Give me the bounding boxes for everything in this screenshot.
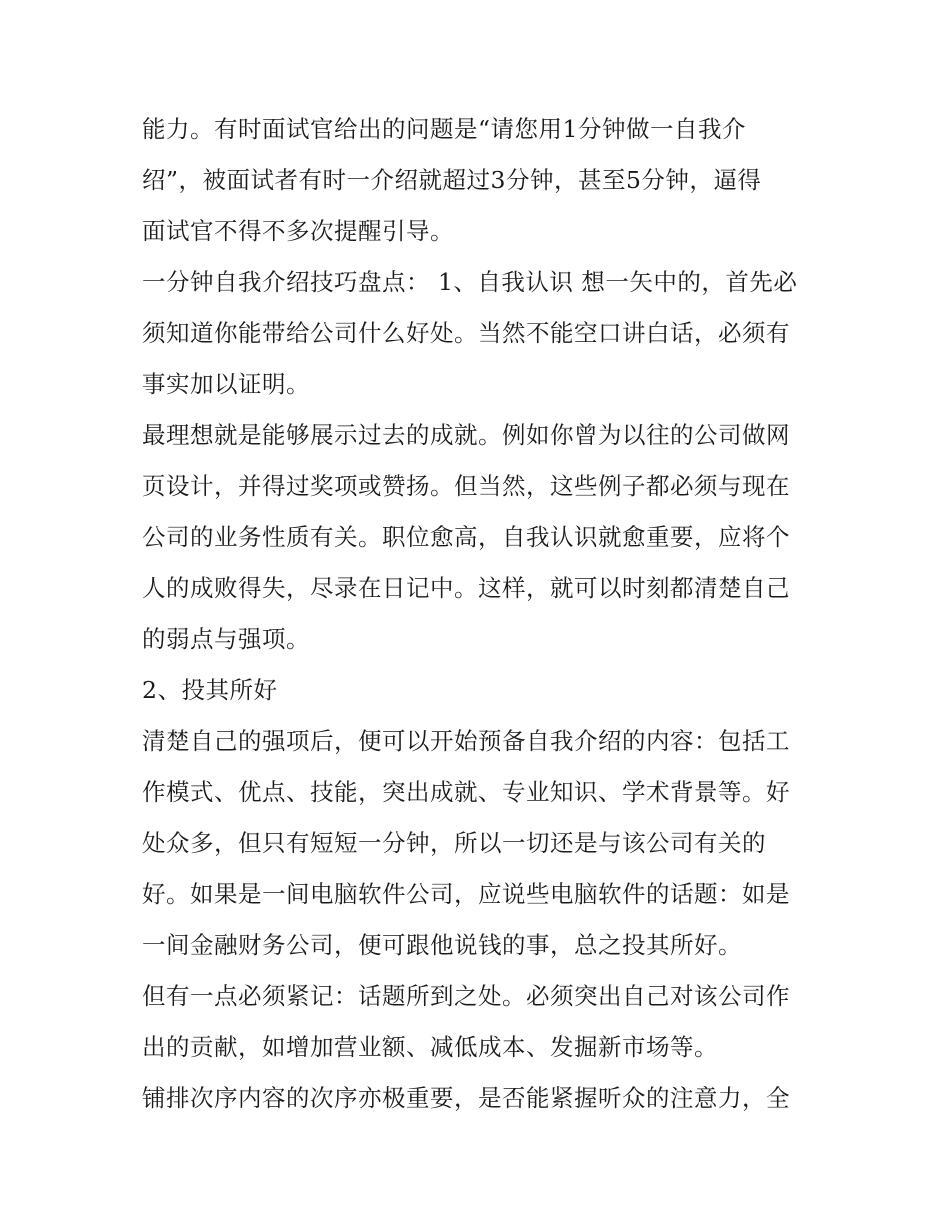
text-line: 但有一点必须紧记：话题所到之处。必须突出自己对该公司作 bbox=[142, 982, 790, 1010]
text-line: 页设计，并得过奖项或赞扬。但当然，这些例子都必须与现在 bbox=[142, 472, 790, 500]
document-body bbox=[142, 104, 822, 1124]
text-line: 公司的业务性质有关。职位愈高，自我认识就愈重要，应将个 bbox=[142, 523, 790, 551]
text-line: 须知道你能带给公司什么好处。当然不能空口讲白话，必须有 bbox=[142, 319, 790, 347]
text-line: 出的贡献，如增加营业额、减低成本、发掘新市场等。 bbox=[142, 1033, 718, 1061]
text-line: 清楚自己的强项后，便可以开始预备自我介绍的内容：包括工 bbox=[142, 727, 790, 755]
text-line: 绍”，被面试者有时一介绍就超过3分钟，甚至5分钟，逼得 bbox=[142, 166, 762, 194]
text-line: 的弱点与强项。 bbox=[142, 625, 310, 653]
text-line: 一分钟自我介绍技巧盘点： 1、自我认识 想一矢中的，首先必 bbox=[142, 268, 798, 296]
text-line: 作模式、优点、技能，突出成就、专业知识、学术背景等。好 bbox=[142, 778, 790, 806]
text-line: 事实加以证明。 bbox=[142, 370, 310, 398]
text-line: 面试官不得不多次提醒引导。 bbox=[142, 217, 454, 245]
section-heading: 2、投其所好 bbox=[142, 676, 278, 704]
text-line: 能力。有时面试官给出的问题是“请您用1分钟做一自我介 bbox=[142, 115, 746, 143]
text-line: 处众多，但只有短短一分钟，所以一切还是与该公司有关的 bbox=[142, 829, 766, 857]
text-line: 人的成败得失，尽录在日记中。这样，就可以时刻都清楚自己 bbox=[142, 574, 790, 602]
text-line: 最理想就是能够展示过去的成就。例如你曾为以往的公司做网 bbox=[142, 421, 790, 449]
text-line: 好。如果是一间电脑软件公司，应说些电脑软件的话题：如是 bbox=[142, 880, 790, 908]
text-line: 铺排次序内容的次序亦极重要，是否能紧握听众的注意力，全 bbox=[142, 1084, 790, 1112]
text-line: 一间金融财务公司，便可跟他说钱的事，总之投其所好。 bbox=[142, 931, 742, 959]
